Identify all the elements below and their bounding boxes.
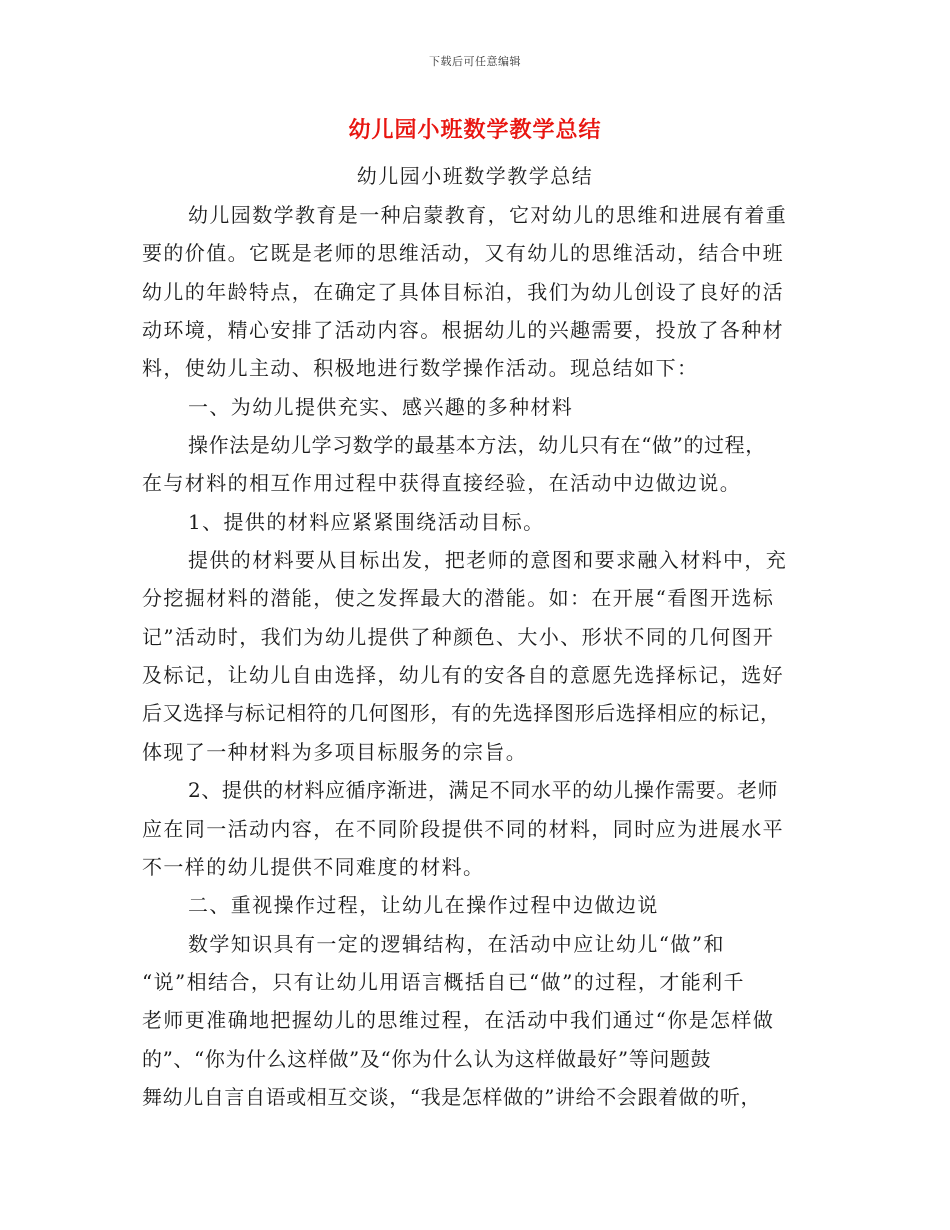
document-subtitle: 幼儿园小班数学教学总结 <box>356 164 594 188</box>
paragraph-line: 后又选择与标记相符的几何图形，有的先选择图形后选择相应的标记， <box>142 701 781 726</box>
paragraph-line: 料，使幼儿主动、积极地进行数学操作活动。现总结如下： <box>142 356 699 381</box>
paragraph-line: “说”相结合，只有让幼儿用语言概括自已“做”的过程，才能利千 <box>142 969 745 994</box>
subsection-heading: 2、提供的材料应循序渐进，满足不同水平的幼儿操作需要。老师 <box>188 778 779 803</box>
paragraph-line: 在与材料的相互作用过程中获得直接经验，在活动中边做边说。 <box>142 471 742 496</box>
paragraph-line: 舞幼儿自言自语或相互交谈，“我是怎样做的”讲给不会跟着做的听， <box>142 1084 762 1109</box>
document-body <box>142 196 810 1116</box>
paragraph-line: 提供的材料要从目标出发，把老师的意图和要求融入材料中，充 <box>188 548 788 573</box>
paragraph-line: 要的价值。它既是老师的思维活动，又有幼儿的思维活动，结合中班 <box>142 241 784 266</box>
subsection-heading: 1、提供的材料应紧紧围绕活动目标。 <box>188 509 545 534</box>
section-heading: 一、为幼儿提供充实、感兴趣的多种材料 <box>188 394 574 419</box>
paragraph-line: 幼儿的年龄特点，在确定了具体目标泊，我们为幼儿创设了良好的活 <box>142 279 784 304</box>
paragraph-line: 不一样的幼儿提供不同难度的材料。 <box>142 854 485 879</box>
document-title: 幼儿园小班数学教学总结 <box>348 117 602 143</box>
paragraph-line: 动环境，精心安排了活动内容。根据幼儿的兴趣需要，投放了各种材 <box>142 318 784 343</box>
paragraph-line: 体现了一种材料为多项目标服务的宗旨。 <box>142 739 528 764</box>
section-heading: 二、重视操作过程，让幼儿在操作过程中边做边说 <box>188 893 659 918</box>
paragraph-line: 老师更准确地把握幼儿的思维过程，在活动中我们通过“你是怎样做 <box>142 1008 775 1033</box>
paragraph-line: 及标记，让幼儿自由选择，幼儿有的安各自的意愿先选择标记，选好 <box>142 663 784 688</box>
paragraph-line: 记”活动时，我们为幼儿提供了种颜色、大小、形状不同的几何图开 <box>142 624 775 649</box>
header-note: 下载后可任意编辑 <box>429 55 521 68</box>
paragraph-line: 应在同一活动内容，在不同阶段提供不同的材料，同时应为进展水平 <box>142 816 784 841</box>
paragraph-line: 操作法是幼儿学习数学的最基本方法，幼儿只有在“做”的过程， <box>188 433 766 458</box>
paragraph-line: 数学知识具有一定的逻辑结构，在活动中应让幼儿“做”和 <box>188 931 725 956</box>
paragraph-line: 分挖掘材料的潜能，使之发挥最大的潜能。如：在开展“看图开选标 <box>142 586 775 611</box>
paragraph-line: 幼儿园数学教育是一种启蒙教育，它对幼儿的思维和进展有着重 <box>188 203 788 227</box>
paragraph-line: 的”、“你为什么这样做”及“你为什么认为这样做最好”等问题鼓 <box>142 1046 712 1071</box>
